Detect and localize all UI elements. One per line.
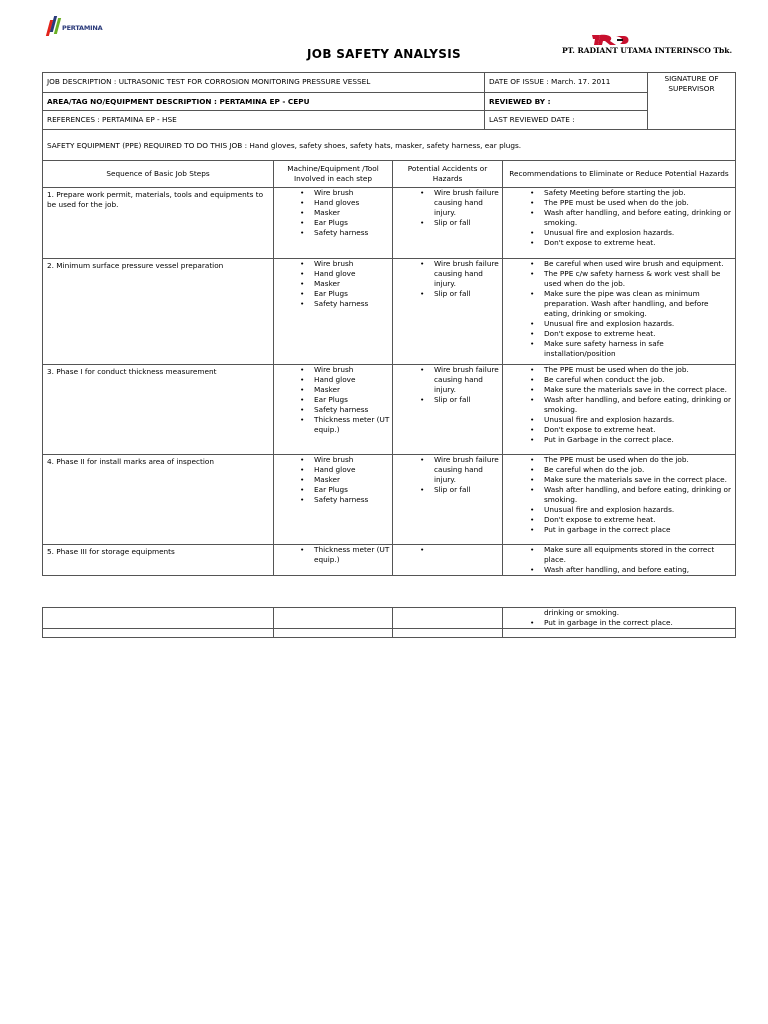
list-item: • Slip or fall — [434, 289, 502, 299]
list-item: • Wire brush — [314, 259, 392, 269]
bullet-list — [544, 259, 735, 359]
empty-cell — [393, 608, 503, 629]
list-item: • Wire brush — [314, 188, 392, 198]
area-tag: AREA/TAG NO/EQUIPMENT DESCRIPTION : PERTAMINA EP - CEPU — [43, 93, 485, 111]
list-item: • Wash after handling, and before eating, — [544, 565, 735, 575]
list-item: • Slip or fall — [434, 395, 502, 405]
list-item: • Wash after handling, and before eating, drinking or smoking. — [544, 208, 735, 228]
empty-cell — [274, 629, 393, 638]
references: REFERENCES : PERTAMINA EP - HSE — [43, 111, 485, 130]
list-item: • Safety harness — [314, 495, 392, 505]
table-row — [43, 188, 736, 259]
empty-cell — [503, 629, 736, 638]
empty-cell — [43, 629, 274, 638]
empty-cell — [43, 608, 274, 629]
empty-cell — [393, 629, 503, 638]
list-item: • Ear Plugs — [314, 395, 392, 405]
pertamina-logo-text: PERTAMINA — [62, 24, 103, 32]
company-name: PT. RADIANT UTAMA INTERINSCO Tbk. — [562, 46, 733, 55]
col-header-recommendations: Recommendations to Eliminate or Reduce Potential Hazards — [503, 161, 736, 188]
equipment-cell — [274, 188, 393, 259]
bullet-list — [434, 259, 502, 299]
list-item: • Unusual fire and explosion hazards. — [544, 228, 735, 238]
list-item: • Wire brush failure causing hand injury. — [434, 188, 502, 218]
list-item: • Thickness meter (UT equip.) — [314, 415, 392, 435]
list-item: • The PPE must be used when do the job. — [544, 365, 735, 375]
table-row — [43, 259, 736, 365]
list-item: • Slip or fall — [434, 485, 502, 495]
list-item: • Hand glove — [314, 465, 392, 475]
list-item: • Safety harness — [314, 405, 392, 415]
list-item: • Wire brush — [314, 455, 392, 465]
bullet-list — [434, 188, 502, 228]
ppe-required: SAFETY EQUIPMENT (PPE) REQUIRED TO DO THIS JOB : Hand gloves, safety shoes, safety hats, masker, safety harness, ear plugs. — [43, 130, 736, 161]
company-logo-icon — [590, 33, 632, 47]
supervisor-signature — [648, 73, 736, 130]
recommendations-cell — [503, 365, 736, 455]
list-item: • Safety harness — [314, 228, 392, 238]
list-item: • The PPE c/w safety harness & work vest shall be used when do the job. — [544, 269, 735, 289]
list-item: • Safety Meeting before starting the job. — [544, 188, 735, 198]
signature-label: SIGNATURE OF SUPERVISOR — [664, 74, 719, 93]
list-item: • Masker — [314, 385, 392, 395]
bullet-list — [434, 455, 502, 495]
empty-cell — [274, 608, 393, 629]
list-item: • Unusual fire and explosion hazards. — [544, 319, 735, 329]
bullet-list — [314, 455, 392, 505]
list-item: • Ear Plugs — [314, 218, 392, 228]
recommendations-cell — [503, 545, 736, 576]
list-item: • Make sure the pipe was clean as minimum preparation. Wash after handling, and before eating, drinking or smoking. — [544, 289, 735, 319]
list-item: • Be careful when do the job. — [544, 465, 735, 475]
last-reviewed-date: LAST REVIEWED DATE : — [485, 111, 648, 130]
table-row — [43, 545, 736, 576]
list-item: • Wash after handling, and before eating, drinking or smoking. — [544, 485, 735, 505]
table-row — [43, 455, 736, 545]
list-item: • Unusual fire and explosion hazards. — [544, 415, 735, 425]
bullet-list — [544, 188, 735, 248]
job-step: 3. Phase I for conduct thickness measurement — [43, 365, 274, 455]
table-row — [43, 629, 736, 638]
continuation-recommendations — [503, 608, 736, 629]
hazards-cell — [393, 455, 503, 545]
hazards-cell — [393, 365, 503, 455]
job-description: JOB DESCRIPTION : ULTRASONIC TEST FOR CORROSION MONITORING PRESSURE VESSEL — [43, 73, 485, 93]
bullet-list — [314, 545, 392, 565]
list-item: • Slip or fall — [434, 218, 502, 228]
jsa-table — [42, 160, 736, 576]
hazards-cell — [393, 259, 503, 365]
bullet-list — [544, 545, 735, 575]
list-item: • Put in Garbage in the correct place. — [544, 435, 735, 445]
date-of-issue: DATE OF ISSUE : March. 17. 2011 — [485, 73, 648, 93]
list-item: • Wire brush failure causing hand injury. — [434, 259, 502, 289]
table-row — [43, 365, 736, 455]
list-item: • Ear Plugs — [314, 485, 392, 495]
list-item: • Masker — [314, 475, 392, 485]
hazards-cell — [393, 545, 503, 576]
equipment-cell — [274, 545, 393, 576]
list-item: • Wire brush failure causing hand injury. — [434, 365, 502, 395]
equipment-cell — [274, 455, 393, 545]
list-item: • Ear Plugs — [314, 289, 392, 299]
table-row — [43, 608, 736, 629]
hazards-cell — [393, 188, 503, 259]
list-item: • Don't expose to extreme heat. — [544, 238, 735, 248]
list-item: • Put in garbage in the correct place — [544, 525, 735, 535]
job-step: 5. Phase III for storage equipments — [43, 545, 274, 576]
list-item: • Unusual fire and explosion hazards. — [544, 505, 735, 515]
bullet-list — [314, 259, 392, 309]
job-step: 1. Prepare work permit, materials, tools and equipments to be used for the job. — [43, 188, 274, 259]
list-item: • Be careful when conduct the job. — [544, 375, 735, 385]
list-item: • Make sure the materials save in the correct place. — [544, 475, 735, 485]
list-item: • Hand gloves — [314, 198, 392, 208]
job-step: 2. Minimum surface pressure vessel preparation — [43, 259, 274, 365]
list-item: • The PPE must be used when do the job. — [544, 455, 735, 465]
list-item: • Masker — [314, 279, 392, 289]
list-item: • Don't expose to extreme heat. — [544, 425, 735, 435]
reviewed-by: REVIEWED BY : — [485, 93, 648, 111]
bullet-list — [314, 365, 392, 435]
col-header-hazards: Potential Accidents or Hazards — [393, 161, 503, 188]
bullet-list — [544, 365, 735, 445]
pertamina-logo — [48, 14, 102, 36]
list-item: • Make sure the materials save in the correct place. — [544, 385, 735, 395]
recommendations-cell — [503, 455, 736, 545]
col-header-equipment: Machine/Equipment /Tool Involved in each step — [274, 161, 393, 188]
continuation-list — [544, 618, 735, 628]
pertamina-logo-mark-icon — [48, 14, 60, 36]
list-item: • Thickness meter (UT equip.) — [314, 545, 392, 565]
list-item: • Wire brush failure causing hand injury. — [434, 455, 502, 485]
list-item: • Don't expose to extreme heat. — [544, 329, 735, 339]
continuation-table — [42, 607, 736, 638]
continuation-text: drinking or smoking. — [544, 608, 620, 617]
bullet-list — [434, 365, 502, 405]
list-item: • The PPE must be used when do the job. — [544, 198, 735, 208]
job-step: 4. Phase II for install marks area of inspection — [43, 455, 274, 545]
bullet-list — [544, 455, 735, 535]
list-item: • Hand glove — [314, 375, 392, 385]
list-item: • Make sure safety harness in safe installation/position — [544, 339, 735, 359]
bullet-list — [314, 188, 392, 238]
list-item: • Wash after handling, and before eating, drinking or smoking. — [544, 395, 735, 415]
list-item: • Don't expose to extreme heat. — [544, 515, 735, 525]
info-table — [42, 72, 736, 161]
column-header-row — [43, 161, 736, 188]
list-item: • Make sure all equipments stored in the correct place. — [544, 545, 735, 565]
document-title: JOB SAFETY ANALYSIS — [307, 47, 461, 61]
list-item: • Safety harness — [314, 299, 392, 309]
list-item: • Wire brush — [314, 365, 392, 375]
list-item: • Masker — [314, 208, 392, 218]
list-item: • Hand glove — [314, 269, 392, 279]
equipment-cell — [274, 259, 393, 365]
recommendations-cell — [503, 259, 736, 365]
equipment-cell — [274, 365, 393, 455]
recommendations-cell — [503, 188, 736, 259]
list-item: • Be careful when used wire brush and equipment. — [544, 259, 735, 269]
col-header-steps: Sequence of Basic Job Steps — [43, 161, 274, 188]
list-item: • Put in garbage in the correct place. — [544, 618, 735, 628]
